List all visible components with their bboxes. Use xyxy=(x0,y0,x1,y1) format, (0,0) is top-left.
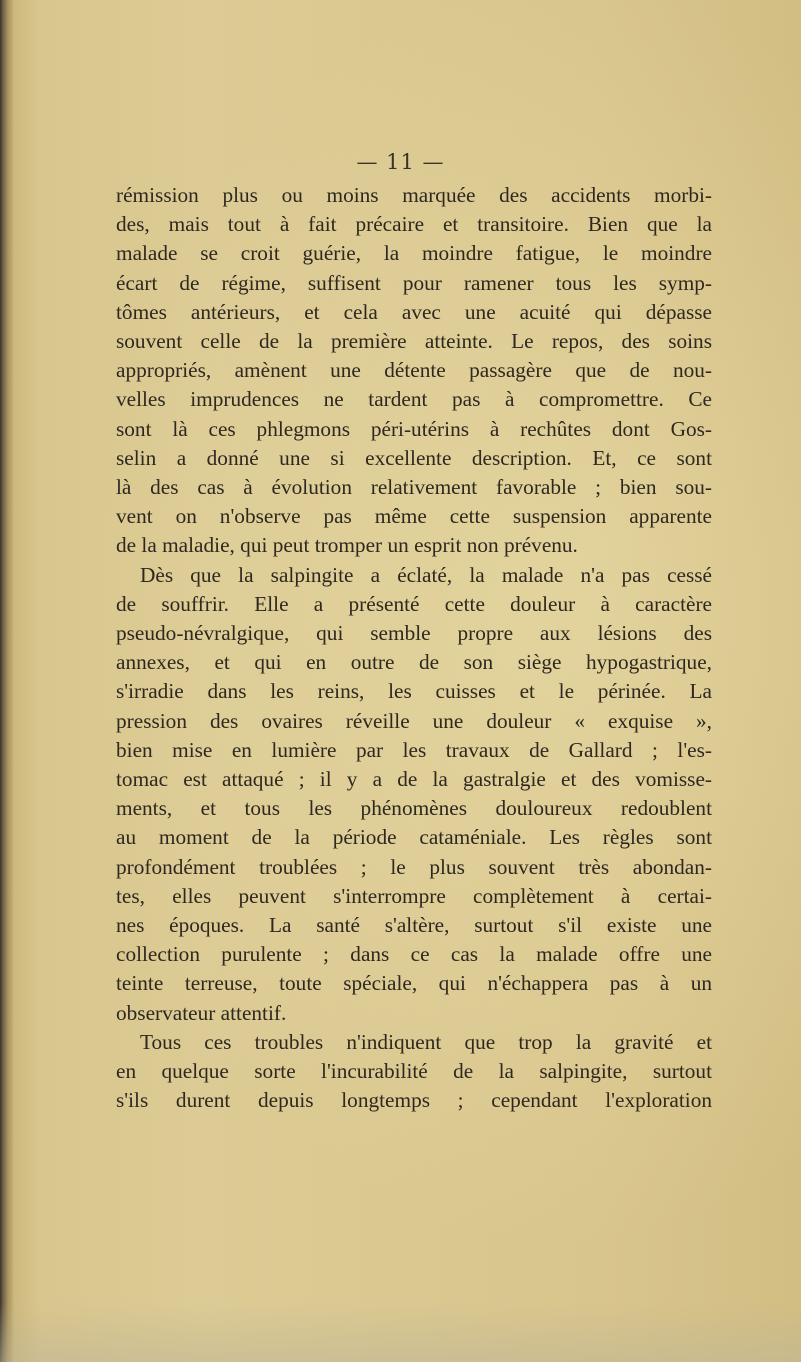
page-bottom-shade xyxy=(0,1302,801,1362)
text-line: selin a donné une si excellente description. Et, ce sont xyxy=(116,445,712,470)
text-line: velles imprudences ne tardent pas à compromettre. Ce xyxy=(116,387,712,412)
text-line: annexes, et qui en outre de son siège hypogastrique, xyxy=(116,650,712,675)
page-gutter xyxy=(0,0,14,1362)
text-line: pseudo-névralgique, qui semble propre aux lésions des xyxy=(116,621,712,646)
text-line: tomac est attaqué ; il y a de la gastralgie et des vomisse- xyxy=(116,767,712,792)
text-line: s'irradie dans les reins, les cuisses et le périnée. La xyxy=(116,679,712,704)
text-line: Dès que la salpingite a éclaté, la malade n'a pas cessé xyxy=(140,562,712,587)
text-line: pression des ovaires réveille une douleur « exquise », xyxy=(116,708,712,733)
text-line: malade se croit guérie, la moindre fatigue, le moindre xyxy=(116,241,712,266)
text-line: de souffrir. Elle a présenté cette douleur à caractère xyxy=(116,591,712,616)
text-line: en quelque sorte l'incurabilité de la salpingite, surtout xyxy=(116,1059,712,1084)
text-line: s'ils durent depuis longtemps ; cependant l'exploration xyxy=(116,1088,712,1113)
text-line: observateur attentif. xyxy=(116,1000,287,1025)
text-line: souvent celle de la première atteinte. Le repos, des soins xyxy=(116,329,712,354)
body-text xyxy=(116,181,712,1116)
text-line: là des cas à évolution relativement favorable ; bien sou- xyxy=(116,475,712,500)
text-line: ments, et tous les phénomènes douloureux redoublent xyxy=(116,796,712,821)
text-line: tes, elles peuvent s'interrompre complètement à certai- xyxy=(116,883,712,908)
page-number: — 11 — xyxy=(356,150,445,174)
text-line: tômes antérieurs, et cela avec une acuité qui dépasse xyxy=(116,299,712,324)
text-line: vent on n'observe pas même cette suspension apparente xyxy=(116,504,712,529)
text-line: Tous ces troubles n'indiquent que trop la gravité et xyxy=(140,1029,712,1054)
text-line: nes époques. La santé s'altère, surtout s'il existe une xyxy=(116,913,712,938)
text-line: au moment de la période cataméniale. Les règles sont xyxy=(116,825,712,850)
text-line: profondément troublées ; le plus souvent très abondan- xyxy=(116,854,712,879)
text-line: rémission plus ou moins marquée des accidents morbi- xyxy=(116,183,712,207)
text-line: appropriés, amènent une détente passagère que de nou- xyxy=(116,358,712,383)
text-line: bien mise en lumière par les travaux de Gallard ; l'es- xyxy=(116,737,712,762)
text-line: teinte terreuse, toute spéciale, qui n'échappera pas à un xyxy=(116,971,712,996)
text-line: de la maladie, qui peut tromper un esprit non prévenu. xyxy=(116,533,578,558)
text-line: des, mais tout à fait précaire et transitoire. Bien que la xyxy=(116,212,712,237)
text-line: écart de régime, suffisent pour ramener tous les symp- xyxy=(116,270,712,295)
text-line: sont là ces phlegmons péri-utérins à rechûtes dont Gos- xyxy=(116,416,712,441)
text-line: collection purulente ; dans ce cas la malade offre une xyxy=(116,942,712,967)
